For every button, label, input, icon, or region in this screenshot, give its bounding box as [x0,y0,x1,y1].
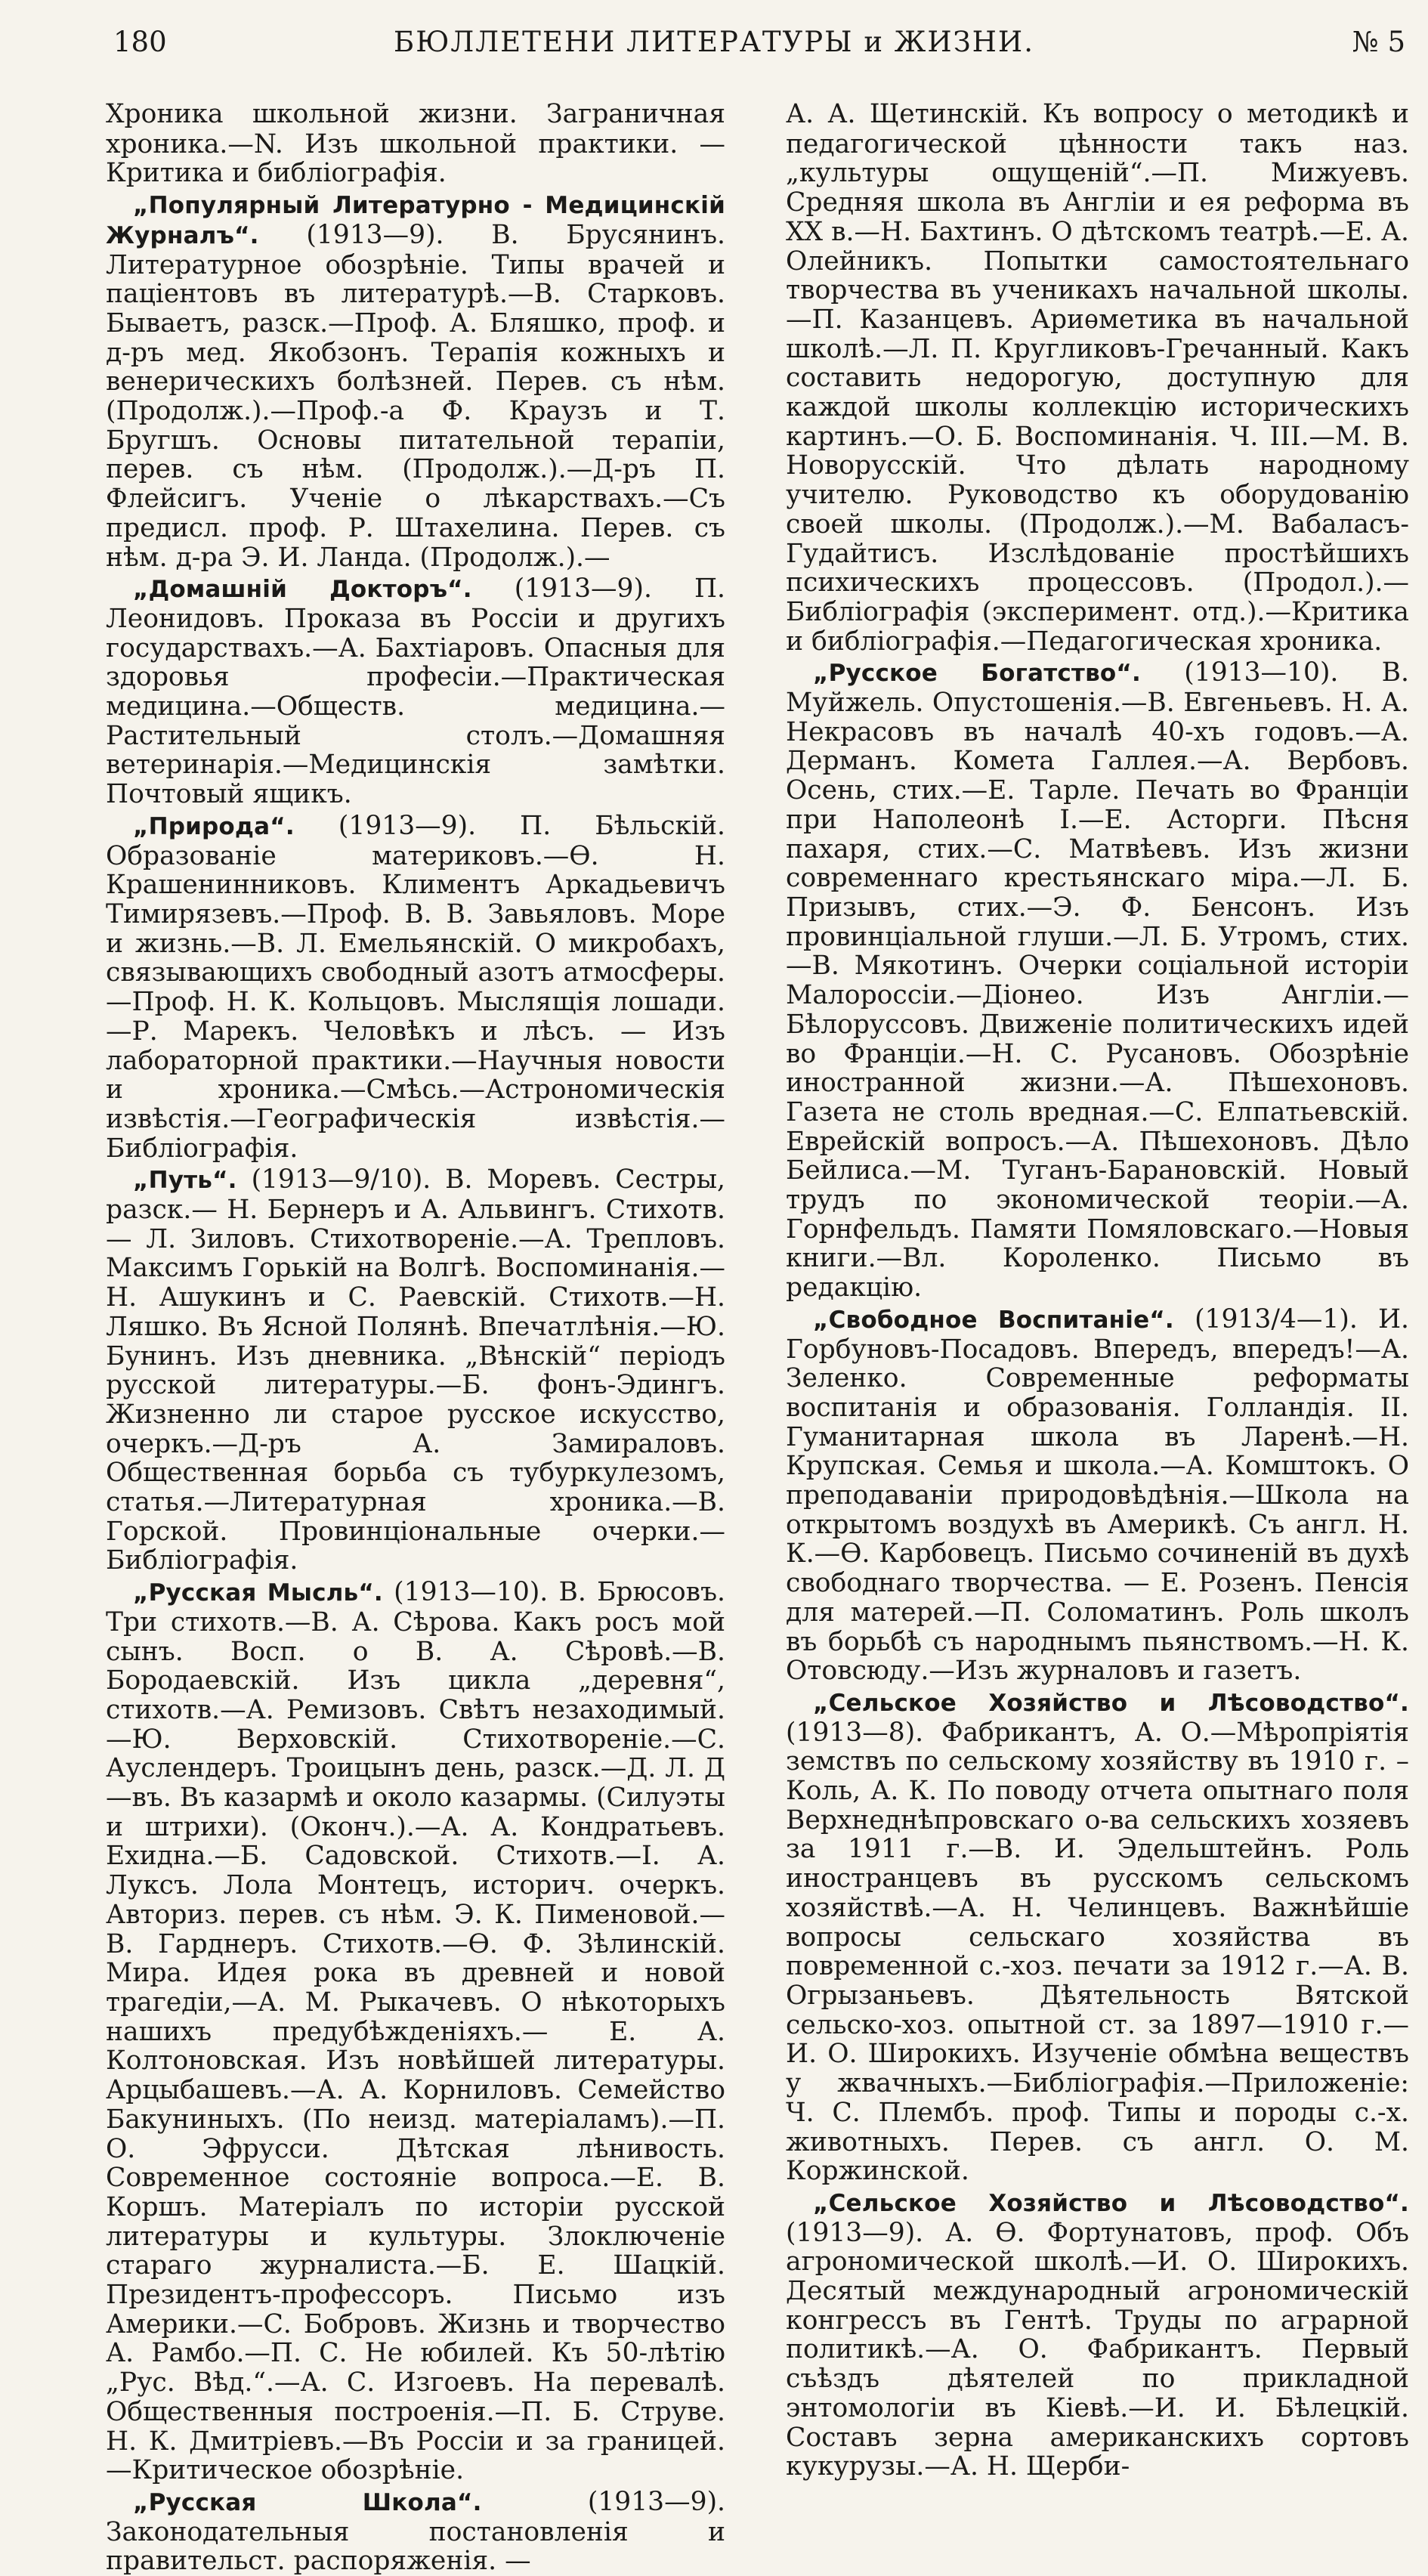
journal-entry [106,1578,725,2485]
entry-text: (1913—9). Законодательныя постановленія и правительст. распоряженія. — [106,2486,725,2576]
entry-text: (1913—9/10). В. Моревъ. Сестры, разск.— Н. Бернеръ и А. Альвингъ. Стихотв.— Л. Зиловъ. Стихотвореніе.—А. Трепловъ. Максимъ Горькій на Волгѣ. Воспоминанія.—Н. Ашукинъ и С. Раевскій. Стихотв.—Н. Ляшко. Въ Ясной Полянѣ. Впечатлѣнія.—Ю. Бунинъ. Изъ дневника. „Вѣнскій“ періодъ русской литературы.—Б. фонъ-Эдингъ. Жизненно ли старое русское искусство, очеркъ.—Д-ръ А. Замираловъ. Общественная борьба съ тубуркулезомъ, статья.—Литературная хроника.—В. Горской. Провинціональные очерки.—Библіографія. [106,1164,725,1576]
journal-entry [106,574,725,809]
journal-entry [106,100,725,188]
entry-text: (1913—9). А. Ѳ. Фортунатовъ, проф. Объ агрономической школѣ.—И. О. Широкихъ. Десятый международный агрономическій конгрессъ въ Гентѣ. Труды по аграрной политикѣ.—А. О. Фабрикантъ. Первый съѣздъ дѣятелей по прикладной энтомологіи въ Кіевѣ.—И. И. Бѣлецкій. Составъ зерна американскихъ сортовъ кукурузы.—А. Н. Щерби- [786,2217,1409,2482]
journal-title: „Русская Школа“. [133,2488,482,2516]
journal-title: „Сельское Хозяйство и Лѣсоводство“. [813,2189,1409,2217]
journal-title: „Русское Богатство“. [813,660,1141,688]
journal-title: „Путь“. [133,1167,237,1195]
journal-title: „Русская Мысль“. [133,1579,383,1607]
journal-entry [786,100,1409,656]
journal-entry [786,1305,1409,1686]
journal-entry [106,2488,725,2576]
journal-entry [106,190,725,572]
running-title: БЮЛЛЕТЕНИ ЛИТЕРАТУРЫ и ЖИЗНИ. [394,26,1034,58]
entry-text: (1913—9). П. Леонидовъ. Проказа въ Россіи и другихъ государствахъ.—А. Бахтіаровъ. Опасныя для здоровья професіи.—Практическая медицина.—Обществ. медицина.—Растительный столъ.—Домашняя ветеринарія.—Медицинскія замѣтки. Почтовый ящикъ. [106,574,725,810]
journal-entry [786,658,1409,1302]
journal-title: „Домашній Докторъ“. [133,576,472,604]
journal-title: „Сельское Хозяйство и Лѣсоводство“. [813,1689,1409,1717]
entry-text: (1913—10). В. Муйжель. Опустошенія.—В. Евгеньевъ. Н. А. Некрасовъ въ началѣ 40-хъ годовъ.—А. Дерманъ. Комета Галлея.—А. Вербовъ. Осень, стих.—Е. Тарле. Печать во Франціи при Наполеонѣ I.—Е. Асторги. Пѣсня пахаря, стих.—С. Матвѣевъ. Изъ жизни современнаго крестьянскаго міра.—Л. Б. Призывъ, стих.—Э. Ф. Бенсонъ. Изъ провинціальной глуши.—Л. Б. Утромъ, стих.—В. Мякотинъ. Очерки соціальной исторіи Малороссіи.—Діонео. Изъ Англіи.—Бѣлоруссовъ. Движеніе политическихъ идей во Франціи.—Н. С. Русановъ. Обозрѣніе иностранной жизни.—А. Пѣшехоновъ. Газета не столь вредная.—С. Елпатьевскій. Еврейскій вопросъ.—А. Пѣшехоновъ. Дѣло Бейлиса.—М. Туганъ-Барановскій. Новый трудъ по экономической теоріи.—А. Горнфельдъ. Памяти Помяловскаго.—Новыя книги.—Вл. Короленко. Письмо въ редакцію. [786,657,1409,1303]
entry-text: (1913—10). В. Брюсовъ. Три стихотв.—В. А. Сѣрова. Какъ росъ мой сынъ. Восп. о В. А. Сѣровѣ.—В. Бородаевскій. Изъ цикла „деревня“, стихотв.—А. Ремизовъ. Свѣтъ незаходимый.—Ю. Верховскій. Стихотвореніе.—С. Ауслендеръ. Троицынъ день, разск.—Д. Л. Д—въ. Въ казармѣ и около казармы. (Силуэты и штрихи). (Оконч.).—А. А. Кондратьевъ. Ехидна.—Б. Садовской. Стихотв.—І. А. Луксъ. Лола Монтецъ, историч. очеркъ. Авториз. перев. съ нѣм. Э. К. Пименовой.—В. Гарднеръ. Стихотв.—Ѳ. Ф. Зѣлинскій. Мира. Идея рока въ древней и новой трагедіи,—А. М. Рыкачевъ. О нѣкоторыхъ нашихъ предубѣжденіяхъ.— Е. А. Колтоновская. Изъ новѣйшей литературы. Арцыбашевъ.—А. А. Корниловъ. Семейство Бакуниныхъ. (По неизд. матеріаламъ).—П. О. Эфрусси. Дѣтская лѣнивость. Современное состояніе вопроса.—Е. В. Коршъ. Матеріалъ по исторіи русской литературы и культуры. Злоключеніе стараго журналиста.—Б. Е. Шацкій. Президентъ-профессоръ. Письмо изъ Америки.—С. Бобровъ. Жизнь и творчество А. Рамбо.—П. С. Не юбилей. Къ 50-лѣтію „Рус. Вѣд.“.—А. С. Изгоевъ. На перевалѣ. Общественныя построенія.—П. Б. Струве. Н. К. Дмитріевъ.—Въ Россіи и за границей.—Критическое обозрѣніе. [106,1577,725,2486]
entry-text: А. А. Щетинскій. Къ вопросу о методикѣ и педагогической цѣнности такъ наз. „культуры ощущеній“.—П. Мижуевъ. Средняя школа въ Англіи и ея реформа въ XX в.—Н. Бахтинъ. О дѣтскомъ театрѣ.—Е. А. Олейникъ. Попытки самостоятельнаго творчества въ ученикахъ начальной школы.—П. Казанцевъ. Ариѳметика въ начальной школѣ.—Л. П. Кругликовъ-Гречанный. Какъ составить недорогую, доступную для каждой школы коллекцію историческихъ картинъ.—О. Б. Воспоминанія. Ч. III.—М. В. Новорусскій. Что дѣлать народному учителю. Руководство къ оборудованію своей школы. (Продолж.).—М. Вабаласъ-Гудайтисъ. Изслѣдованіе простѣйшихъ психическихъ процессовъ. (Продол.).—Библіографія (эксперимент. отд.).—Критика и библіографія.—Педагогическая хроника. [786,99,1409,657]
left-column [106,99,725,2576]
journal-title: „Свободное Воспитаніе“. [813,1306,1174,1334]
journal-title: „Популярный Литературно - Медицинскій Журналъ“. [106,192,725,249]
issue-number: № 5 [1352,26,1405,58]
page-header [0,26,1428,71]
journal-entry [786,2188,1409,2482]
entry-text: (1913—8). Фабрикантъ, А. О.—Мѣропріятія земствъ по сельскому хозяйству въ 1910 г. –Коль, А. К. По поводу отчета опытнаго поля Верхнеднѣпровскаго о-ва сельскихъ хозяевъ за 1911 г.—В. И. Эдельштейнъ. Роль иностранцевъ въ русскомъ сельскомъ хозяйствѣ.—А. Н. Челинцевъ. Важнѣйшіе вопросы сельскаго хозяйства въ повременной с.-хоз. печати за 1912 г.—А. В. Огрызаньевъ. Дѣятельность Вятской сельско-хоз. опытной ст. за 1897—1910 г.—И. О. Широкихъ. Изученіе обмѣна веществъ у жвачныхъ.—Библіографія.—Приложеніе: Ч. С. Плембъ. проф. Типы и породы с.-х. животныхъ. Перев. съ англ. О. М. Коржинской. [786,1717,1409,2187]
right-column [786,99,1409,2482]
journal-entry [106,812,725,1163]
journal-title: „Природа“. [133,812,295,840]
entry-text: (1913/4—1). И. Горбуновъ-Посадовъ. Впередъ, впередъ!—А. Зеленко. Современные реформаты воспитанія и образованія. Голландія. II. Гуманитарная школа въ Ларенѣ.—Н. Крупская. Семья и школа.—А. Комштокъ. О преподаваніи природовѣдѣнія.—Школа на открытомъ воздухѣ въ Америкѣ. Съ англ. Н. К.—Ѳ. Карбовецъ. Письмо сочиненій въ духѣ свободнаго творчества. — Е. Розенъ. Пенсія для матерей.—П. Соломатинъ. Роль школъ въ борьбѣ съ народнымъ пьянствомъ.—Н. К. Отовсюду.—Изъ журналовъ и газетъ. [786,1303,1409,1687]
page-number: 180 [113,26,167,58]
entry-text: (1913—9). В. Брусянинъ. Литературное обозрѣніе. Типы врачей и паціентовъ въ литературѣ.—В. Старковъ. Бываетъ, разск.—Проф. А. Бляшко, проф. и д-ръ мед. Якобзонъ. Терапія кожныхъ и венерическихъ болѣзней. Перев. съ нѣм. (Продолж.).—Проф.-а Ф. Краузъ и Т. Бругшъ. Основы питательной терапіи, перев. съ нѣм. (Продолж.).—Д-ръ П. Флейсигъ. Ученіе о лѣкарствахъ.—Съ предисл. проф. Р. Штахелина. Перев. съ нѣм. д-ра Э. И. Ланда. (Продолж.).— [106,219,725,573]
entry-text: (1913—9). П. Бѣльскій. Образованіе материковъ.—Ѳ. Н. Крашенинниковъ. Климентъ Аркадьевичъ Тимирязевъ.—Проф. В. В. Завьяловъ. Море и жизнь.—В. Л. Емельянскій. О микробахъ, связывающихъ свободный азотъ атмосферы.—Проф. Н. К. Кольцовъ. Мыслящія лошади.—Р. Марекъ. Человѣкъ и лѣсъ. — Изъ лабораторной практики.—Научныя новости и хроника.—Смѣсь.—Астрономическія извѣстія.—Географическія извѣстія.—Библіографія. [106,810,725,1164]
journal-entry [106,1165,725,1576]
journal-entry [786,1688,1409,2186]
entry-text: Хроника школьной жизни. Заграничная хроника.—N. Изъ школьной практики. — Критика и библіографія. [106,99,725,189]
